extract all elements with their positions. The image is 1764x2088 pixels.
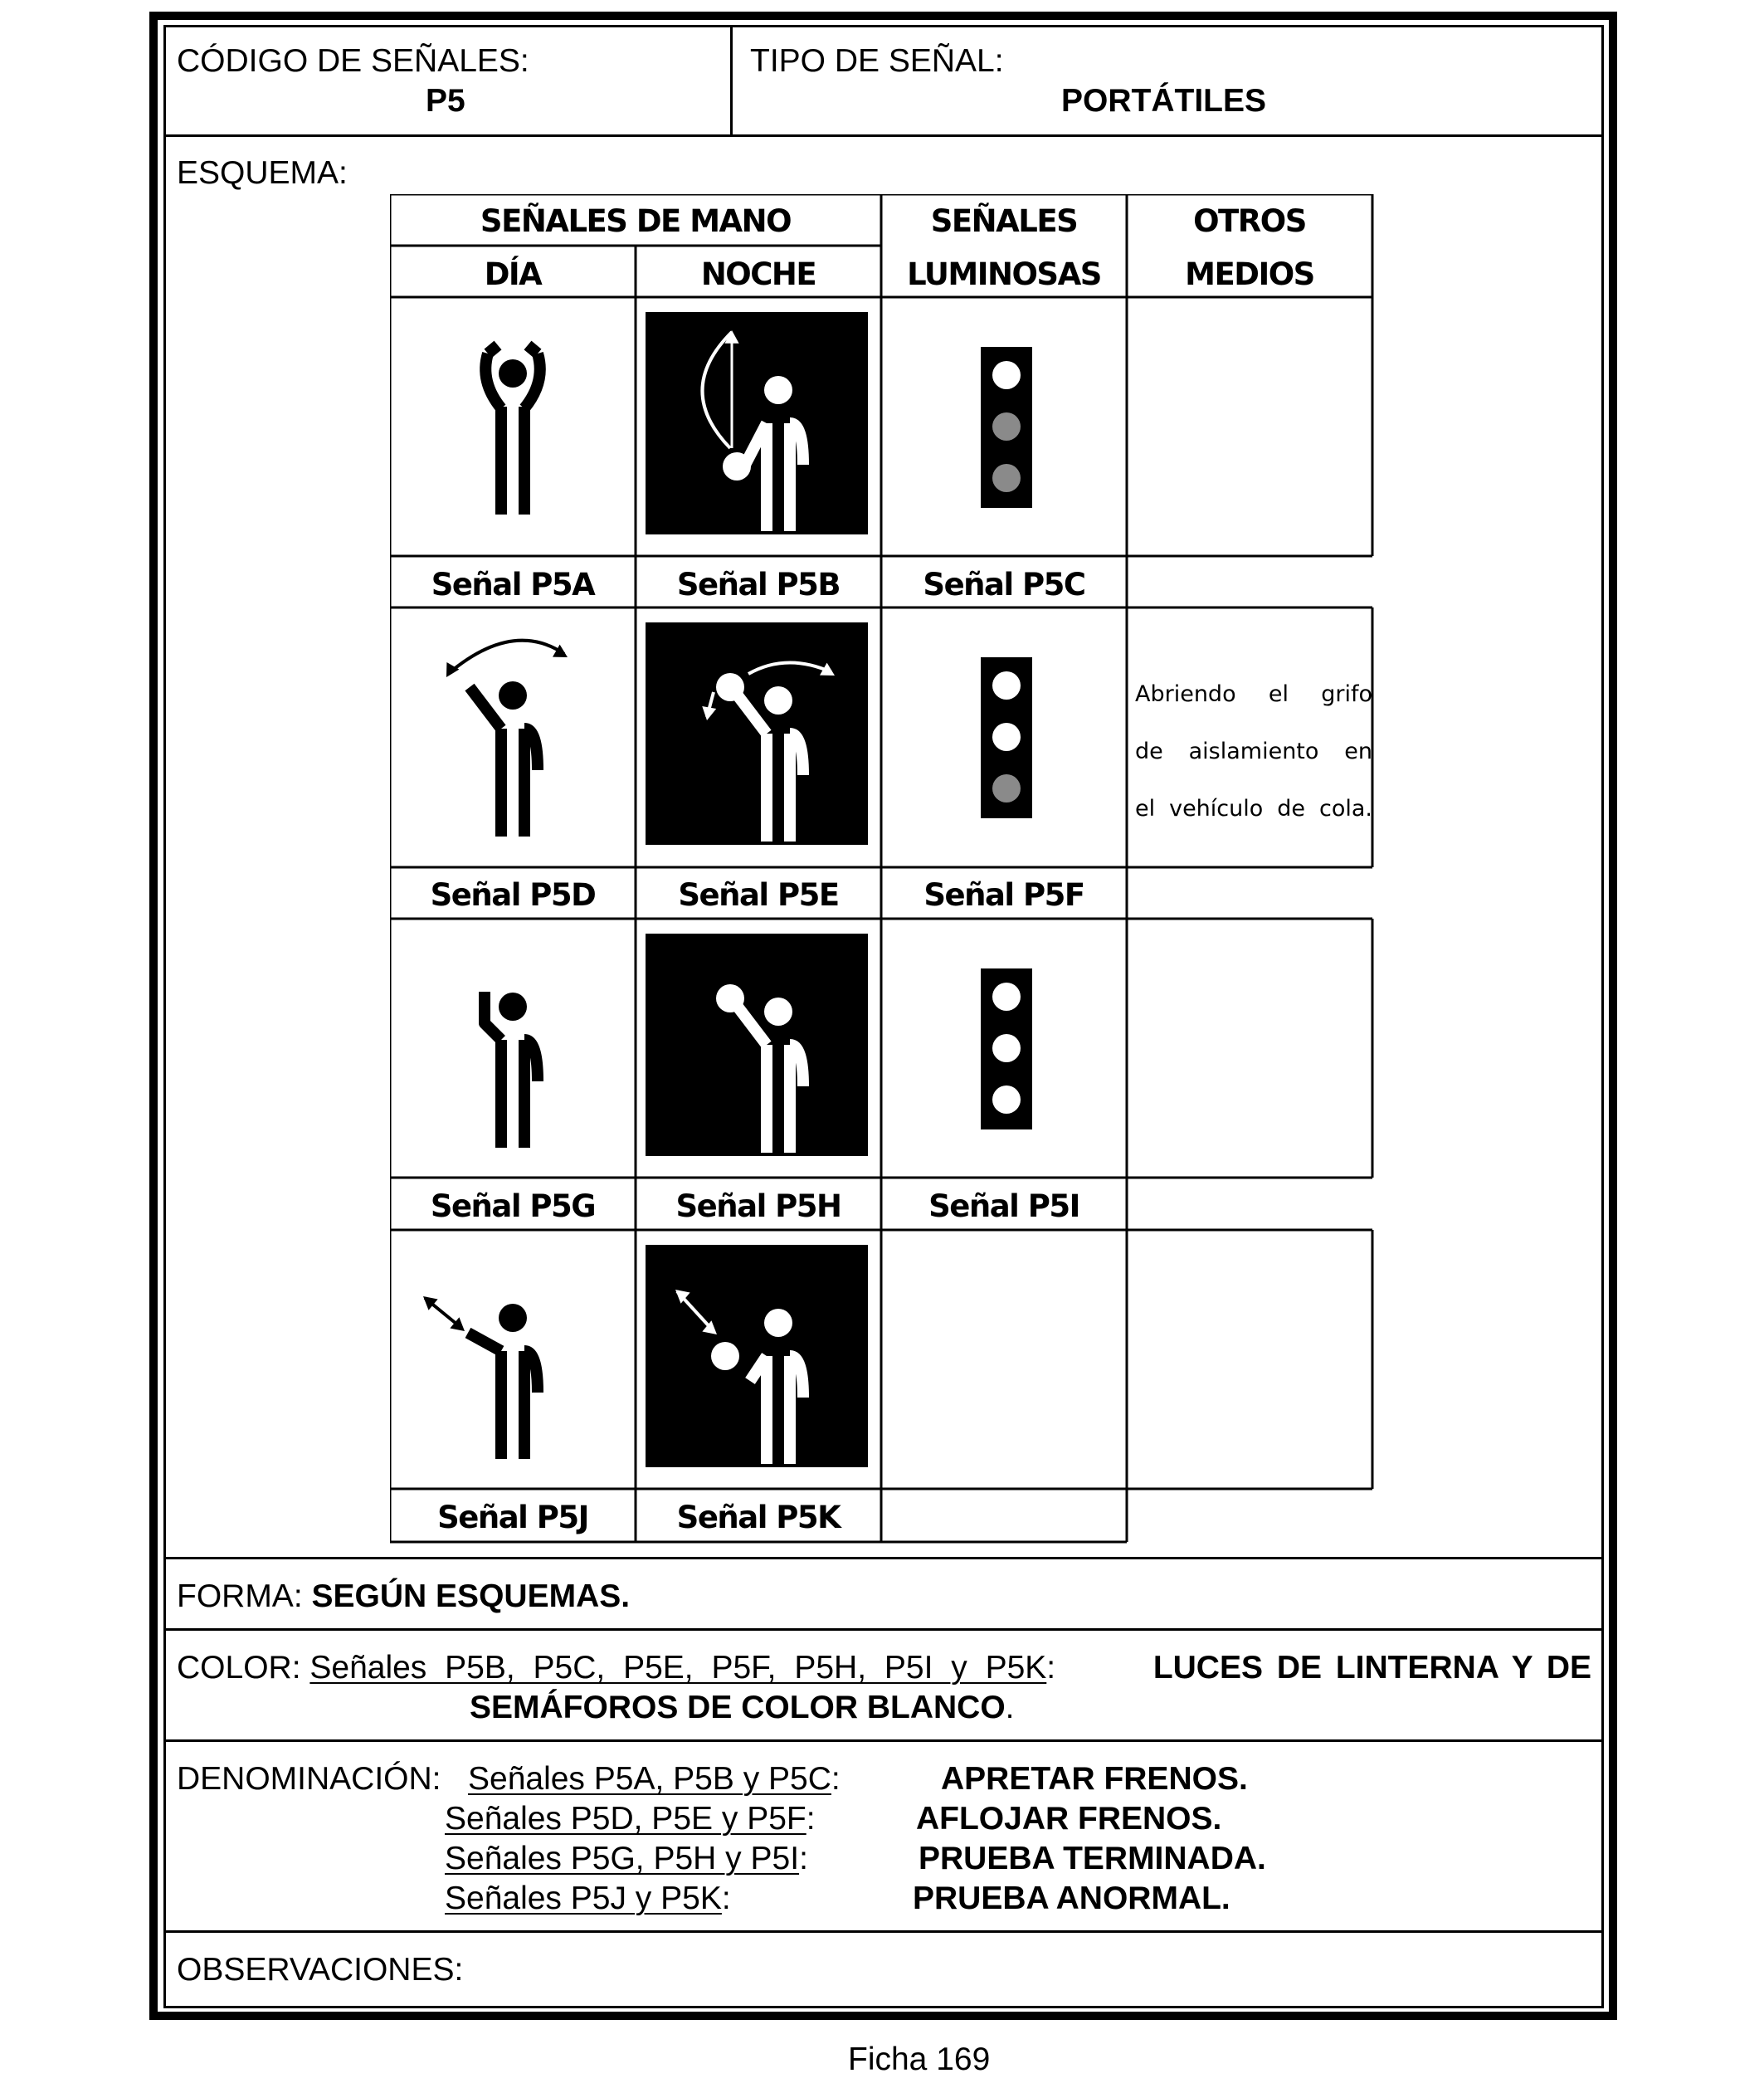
- denominacion-row-2: [445, 1803, 816, 1835]
- tipo-label: TIPO DE SEÑAL:: [750, 43, 1004, 79]
- lamp-on: [992, 1085, 1021, 1114]
- denominacion-row-4: [445, 1882, 731, 1915]
- denominacion-colon-2: :: [806, 1801, 816, 1837]
- lamp-off: [992, 412, 1021, 441]
- night-background: [646, 1245, 868, 1467]
- diag-arrow-shaft: [425, 1298, 461, 1328]
- forma-label: FORMA:: [177, 1578, 303, 1614]
- figure-hand-right: [528, 345, 538, 354]
- figure-head: [499, 1304, 527, 1332]
- caption-p5a: Señal P5A: [431, 567, 595, 602]
- figure-arm-diagonal-arrow-icon: [423, 1296, 538, 1459]
- observaciones-label: OBSERVACIONES:: [177, 1952, 464, 1988]
- figure-arm-left: [470, 687, 501, 729]
- otros-medios-p5d-text: [1135, 666, 1372, 837]
- denominacion-meaning-3: PRUEBA TERMINADA.: [919, 1841, 1266, 1876]
- figure-both-arms-up-icon: [485, 345, 540, 515]
- figure-hand-left: [488, 345, 498, 354]
- caption-p5k: Señal P5K: [676, 1500, 841, 1535]
- otros-line-3: el vehículo de cola.: [1135, 796, 1372, 822]
- denominacion-signals-1: Señales P5A, P5B y P5C: [468, 1761, 831, 1797]
- figure-head: [499, 681, 527, 710]
- caption-p5b: Señal P5B: [676, 567, 841, 602]
- lantern-diagonal-icon: [646, 1245, 868, 1467]
- divider-header: [163, 134, 1604, 137]
- denominacion-row-3: [445, 1842, 808, 1875]
- page-footer: Ficha 169: [848, 2042, 991, 2077]
- schema-drawing: [390, 194, 1377, 1544]
- caption-p5g: Señal P5G: [430, 1188, 596, 1224]
- figure-head: [499, 359, 527, 388]
- night-background: [646, 934, 868, 1156]
- figure-head: [764, 376, 792, 404]
- color-row: [177, 1651, 1591, 1684]
- denominacion-colon-3: :: [799, 1841, 808, 1876]
- header-senales: SEÑALES: [930, 203, 1078, 239]
- figure-arm-swing-icon: [446, 641, 568, 837]
- esquema-label: ESQUEMA:: [177, 155, 348, 191]
- lantern: [723, 452, 751, 481]
- caption-p5f: Señal P5F: [923, 877, 1084, 913]
- color-period: .: [1005, 1690, 1015, 1725]
- caption-p5c: Señal P5C: [923, 567, 1085, 602]
- figure-arm-left: [485, 992, 501, 1040]
- signal-schema-table: [390, 194, 1377, 1544]
- header-dia: DÍA: [484, 256, 542, 292]
- signal-lamp-icon: [981, 347, 1032, 508]
- forma-value: SEGÚN ESQUEMAS.: [311, 1578, 631, 1614]
- figure-head: [499, 993, 527, 1021]
- color-value-line1: LUCES DE LINTERNA Y DE: [1152, 1650, 1591, 1686]
- figure-arm-left: [468, 1333, 501, 1351]
- denominacion-meaning-4: PRUEBA ANORMAL.: [913, 1881, 1230, 1916]
- denominacion-label: DENOMINACIÓN:: [177, 1761, 441, 1797]
- lantern-horizontal-swing-icon: [646, 622, 868, 845]
- lantern-raised-icon: [646, 934, 868, 1156]
- denominacion-meaning-1: APRETAR FRENOS.: [941, 1761, 1248, 1797]
- lamp-off: [992, 464, 1021, 492]
- lantern: [716, 984, 744, 1012]
- lantern-vertical-swing-icon: [646, 312, 868, 534]
- figure-head: [764, 686, 792, 715]
- forma-row: [177, 1580, 630, 1612]
- denominacion-signals-3: Señales P5G, P5H y P5I: [445, 1841, 800, 1876]
- otros-line-1: Abriendo el grifo: [1135, 681, 1372, 707]
- signal-lamp-icon: [981, 968, 1032, 1129]
- header-noche: NOCHE: [700, 256, 816, 292]
- denominacion-meaning-2: AFLOJAR FRENOS.: [916, 1801, 1222, 1837]
- arrow-head: [553, 645, 568, 657]
- lamp-on: [992, 723, 1021, 751]
- denominacion-signals-4: Señales P5J y P5K: [445, 1881, 722, 1916]
- divider-header-vertical: [730, 25, 733, 136]
- lamp-off: [992, 774, 1021, 803]
- caption-p5j: Señal P5J: [437, 1500, 588, 1535]
- color-value-line2: SEMÁFOROS DE COLOR BLANCO: [470, 1690, 1006, 1725]
- caption-p5h: Señal P5H: [675, 1188, 841, 1224]
- header-otros: OTROS: [1193, 203, 1306, 239]
- divider-denominacion: [163, 1739, 1604, 1742]
- lamp-on: [992, 1034, 1021, 1062]
- header-senales-de-mano: SEÑALES DE MANO: [480, 203, 792, 239]
- figure-head: [764, 998, 792, 1026]
- lamp-on: [992, 983, 1021, 1011]
- lantern: [716, 673, 744, 701]
- lamp-on: [992, 671, 1021, 700]
- color-label: COLOR:: [177, 1650, 301, 1686]
- figure-arm-right: [524, 354, 540, 408]
- divider-color: [163, 1628, 1604, 1631]
- signal-lamp-icon: [981, 657, 1032, 818]
- swing-arc: [448, 641, 564, 674]
- color-row-2: [470, 1691, 1015, 1724]
- codigo-value: P5: [426, 83, 465, 119]
- header-luminosas: LUMINOSAS: [907, 256, 1101, 292]
- divider-forma: [163, 1557, 1604, 1559]
- caption-p5e: Señal P5E: [678, 877, 839, 913]
- otros-line-2: de aislamiento en: [1135, 739, 1372, 764]
- header-medios: MEDIOS: [1185, 256, 1314, 292]
- caption-p5d: Señal P5D: [430, 877, 596, 913]
- codigo-label: CÓDIGO DE SEÑALES:: [177, 43, 529, 79]
- figure-head: [764, 1309, 792, 1337]
- divider-observaciones: [163, 1930, 1604, 1933]
- lamp-on: [992, 361, 1021, 389]
- night-background: [646, 312, 868, 534]
- figure-arm-up-icon: [485, 992, 538, 1148]
- figure-arm-left: [485, 354, 501, 408]
- tipo-value: PORTÁTILES: [1061, 83, 1267, 119]
- night-background: [646, 622, 868, 845]
- color-signals: Señales P5B, P5C, P5E, P5F, P5H, P5I y P5K: [309, 1650, 1047, 1686]
- denominacion-row-1: [468, 1763, 841, 1795]
- lantern: [711, 1342, 739, 1370]
- denominacion-colon-1: :: [831, 1761, 841, 1797]
- denominacion-signals-2: Señales P5D, P5E y P5F: [445, 1801, 806, 1837]
- caption-p5i: Señal P5I: [928, 1188, 1079, 1224]
- color-colon: :: [1046, 1650, 1056, 1686]
- denominacion-colon-4: :: [721, 1881, 731, 1916]
